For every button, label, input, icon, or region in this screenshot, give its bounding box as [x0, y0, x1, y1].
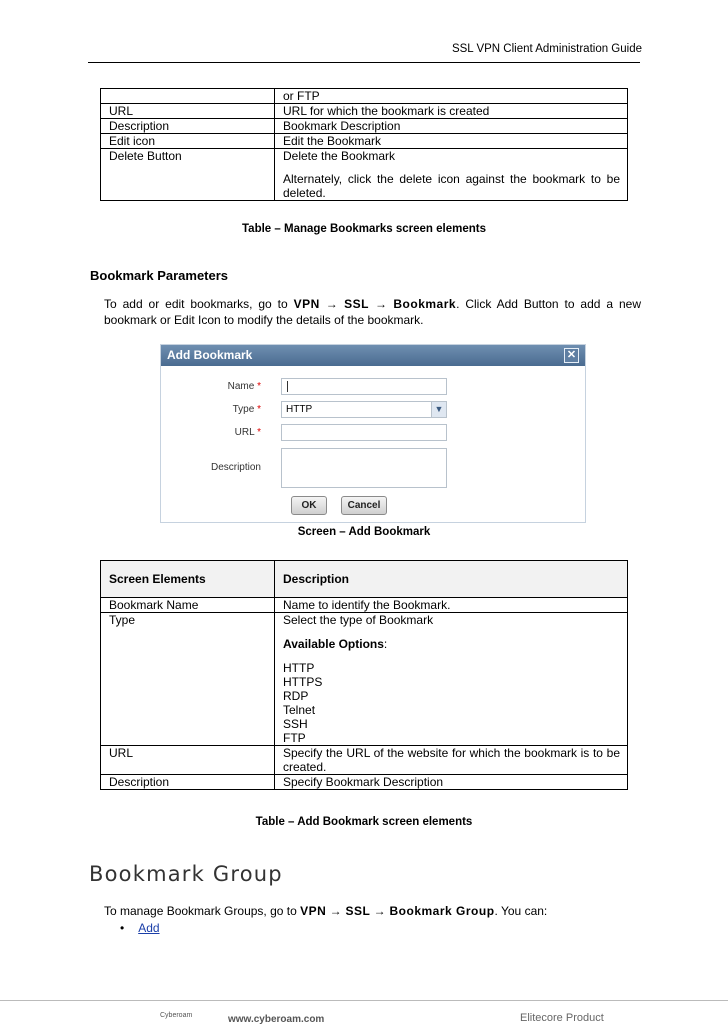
paragraph: [104, 296, 641, 328]
elitecore-product-logo: Elitecore Product: [520, 1012, 604, 1024]
description-textarea[interactable]: [281, 448, 447, 488]
cell-text: Delete the Bookmark: [283, 149, 396, 163]
para-text: To manage Bookmark Groups, go to: [104, 904, 301, 918]
nav-bookmark-group: Bookmark Group: [389, 904, 495, 918]
para-text: To add or edit bookmarks, go to: [104, 297, 294, 311]
arrow-icon: →: [329, 904, 343, 918]
option-item: FTP: [283, 731, 306, 745]
type-label: Type *: [232, 404, 261, 415]
list-item: [120, 921, 160, 935]
add-bookmark-dialog: [160, 344, 586, 523]
arrow-icon: →: [325, 297, 339, 311]
footer-divider: [0, 1000, 728, 1001]
nav-bookmark: Bookmark: [393, 297, 457, 311]
table-header-row: [101, 561, 628, 598]
table-row: [101, 613, 628, 746]
chevron-down-icon[interactable]: ▼: [431, 402, 446, 417]
table-cell: Delete Button: [101, 149, 275, 201]
url-label: URL *: [234, 427, 261, 438]
add-bookmark-table: [100, 560, 628, 790]
nav-vpn: VPN: [293, 297, 320, 311]
dialog-titlebar: [161, 345, 585, 366]
para-text: . You can:: [494, 904, 548, 918]
header-title: SSL VPN Client Administration Guide: [451, 43, 642, 55]
text-caret: [287, 381, 288, 392]
table-row: [101, 104, 628, 119]
table-cell: Description: [101, 775, 275, 790]
table-row: [101, 149, 628, 201]
table-cell: Edit icon: [101, 134, 275, 149]
arrow-icon: →: [373, 904, 387, 918]
table-cell: [101, 89, 275, 104]
table-cell: Specify the URL of the website for which the bookmark is to be created.: [275, 746, 628, 775]
footer-url: www.cyberoam.com: [228, 1014, 325, 1025]
table-row: [101, 119, 628, 134]
close-icon[interactable]: ✕: [564, 348, 579, 363]
screen-caption: Screen – Add Bookmark: [297, 526, 431, 538]
cell-text: Select the type of Bookmark: [283, 613, 434, 627]
option-item: HTTPS: [283, 675, 323, 689]
cell-text: Alternately, click the delete icon against the bookmark to be deleted.: [283, 172, 620, 200]
bullet-icon: •: [120, 921, 125, 935]
option-item: RDP: [283, 689, 309, 703]
options-heading: Available Options:: [283, 637, 388, 651]
name-input[interactable]: [281, 378, 447, 395]
header-divider: [88, 62, 640, 63]
table-cell: [275, 149, 628, 201]
table-caption: Table – Manage Bookmarks screen elements: [242, 223, 486, 235]
table-cell: Specify Bookmark Description: [275, 775, 628, 790]
column-header: Screen Elements: [101, 561, 275, 598]
table-row: [101, 746, 628, 775]
name-label: Name *: [227, 381, 261, 392]
type-selected-value: HTTP: [286, 404, 313, 415]
arrow-icon: →: [374, 297, 388, 311]
type-select[interactable]: [281, 401, 447, 418]
table-row: [101, 598, 628, 613]
table-caption: Table – Add Bookmark screen elements: [255, 816, 473, 828]
url-input[interactable]: [281, 424, 447, 441]
cyberoam-logo: Cyberoam: [160, 1012, 193, 1019]
table-row: [101, 134, 628, 149]
table-cell: URL: [101, 746, 275, 775]
option-item: SSH: [283, 717, 308, 731]
dialog-title: Add Bookmark: [167, 348, 253, 362]
table-cell: URL: [101, 104, 275, 119]
table-cell: Edit the Bookmark: [275, 134, 628, 149]
nav-vpn: VPN: [300, 904, 327, 918]
table-cell: Bookmark Description: [275, 119, 628, 134]
table-cell: URL for which the bookmark is created: [275, 104, 628, 119]
table-cell: Type: [101, 613, 275, 746]
para-text: . Click Add Button to add a new bookmark or Edit Icon to modify the details of the bookmark.: [104, 297, 641, 327]
table-cell: Name to identify the Bookmark.: [275, 598, 628, 613]
paragraph: [104, 904, 547, 918]
ok-button[interactable]: OK: [291, 496, 327, 515]
manage-bookmarks-table: [100, 88, 628, 201]
table-cell: Bookmark Name: [101, 598, 275, 613]
add-link[interactable]: Add: [138, 921, 160, 935]
nav-ssl: SSL: [344, 297, 369, 311]
table-cell: or FTP: [275, 89, 628, 104]
table-row: [101, 89, 628, 104]
option-item: Telnet: [283, 703, 316, 717]
table-cell: [275, 613, 628, 746]
nav-ssl: SSL: [345, 904, 371, 918]
table-cell: Description: [101, 119, 275, 134]
section-heading: Bookmark Parameters: [90, 268, 229, 283]
column-header: Description: [275, 561, 628, 598]
option-item: HTTP: [283, 661, 315, 675]
table-row: [101, 775, 628, 790]
description-label: Description: [210, 462, 261, 473]
section-heading: Bookmark Group: [89, 862, 283, 886]
cancel-button[interactable]: Cancel: [341, 496, 387, 515]
